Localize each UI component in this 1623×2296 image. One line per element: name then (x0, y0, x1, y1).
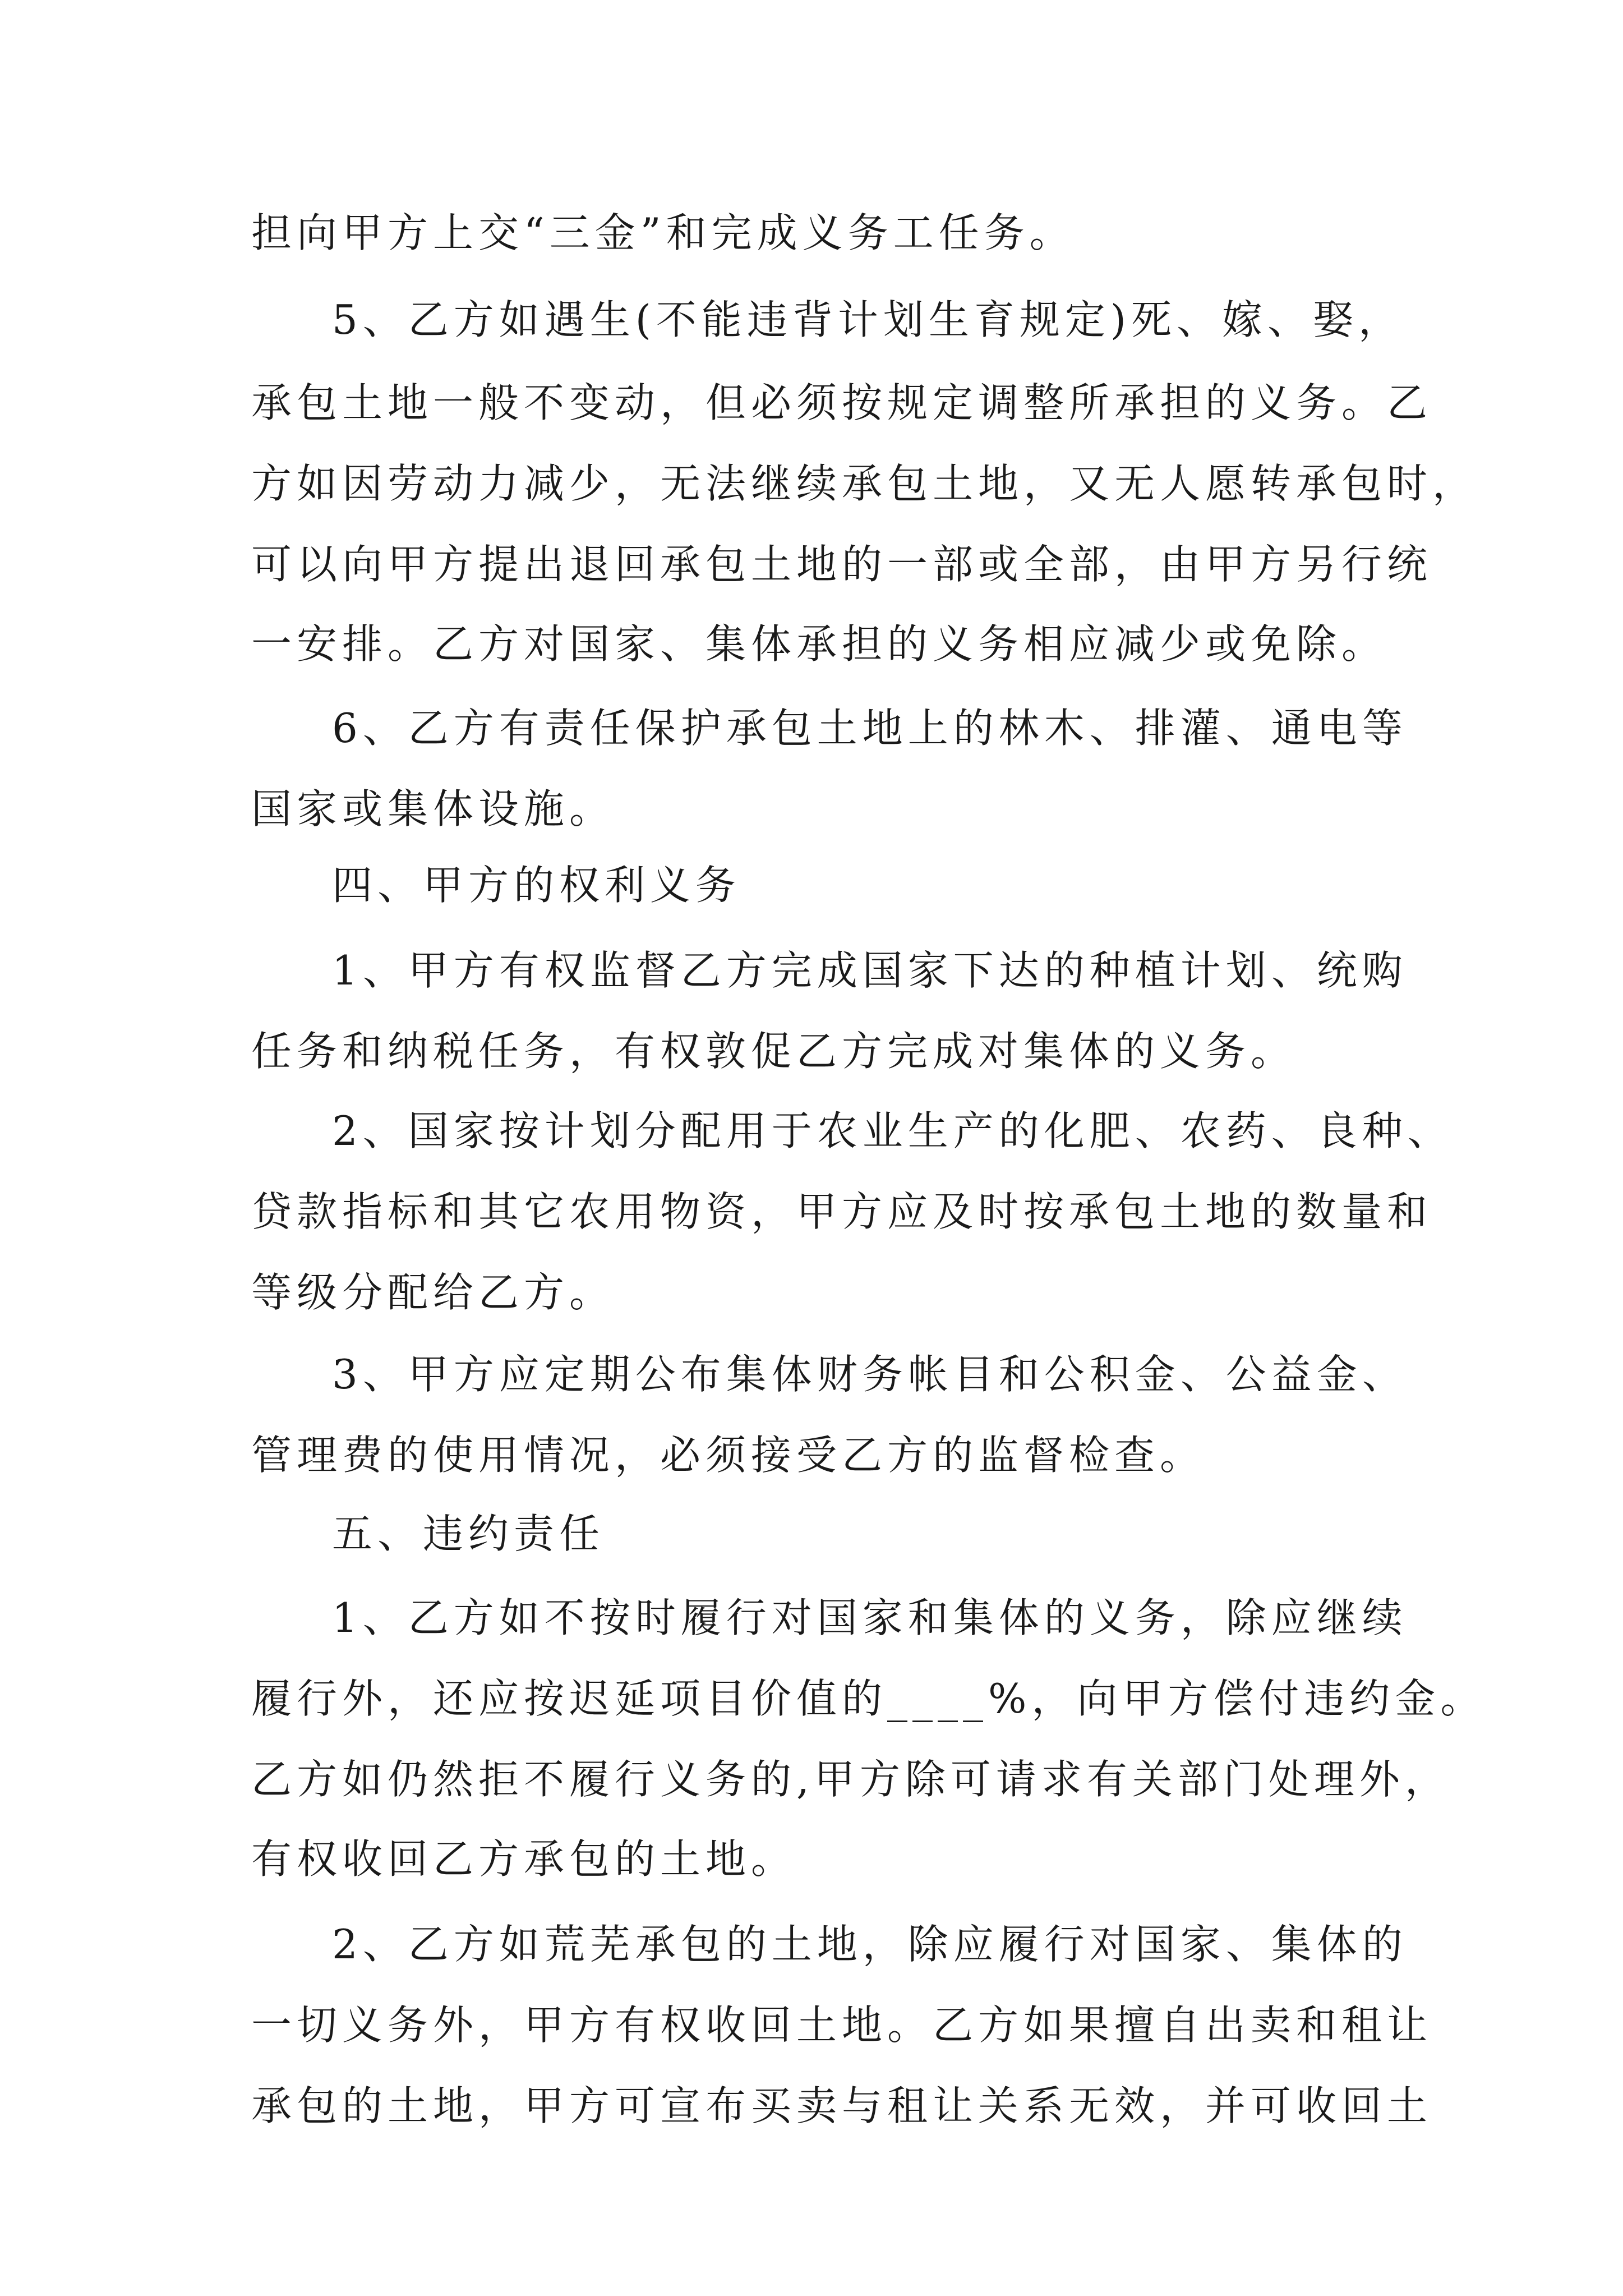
text-line: 管理费的使用情况，必须接受乙方的监督检查。 (251, 1432, 1206, 1479)
text-line: 5、乙方如遇生(不能违背计划生育规定)死、嫁、娶， (332, 296, 1404, 343)
text-line: 履行外，还应按迟延项目价值的____%，向甲方偿付违约金。 (251, 1675, 1486, 1722)
text-line: 1、甲方有权监督乙方完成国家下达的种植计划、统购 (332, 947, 1408, 994)
text-line: 承包的土地，甲方可宣布买卖与租让关系无效，并可收回土 (251, 2082, 1433, 2129)
section-heading: 四、甲方的权利义务 (332, 862, 741, 909)
text-line: 方如因劳动力减少，无法继续承包土地，又无人愿转承包时， (251, 460, 1478, 507)
text-line: 有权收回乙方承包的土地。 (251, 1835, 797, 1883)
section-heading: 五、违约责任 (332, 1510, 605, 1557)
text-line: 6、乙方有责任保护承包土地上的林木、排灌、通电等 (332, 705, 1408, 752)
text-line: 2、乙方如荒芜承包的土地，除应履行对国家、集体的 (332, 1921, 1408, 1968)
text-line: 乙方如仍然拒不履行义务的,甲方除可请求有关部门处理外， (251, 1756, 1450, 1803)
text-line: 一安排。乙方对国家、集体承担的义务相应减少或免除。 (251, 620, 1387, 668)
text-line: 一切义务外，甲方有权收回土地。乙方如果擅自出卖和租让 (251, 2001, 1433, 2049)
text-line: 任务和纳税任务，有权敦促乙方完成对集体的义务。 (251, 1028, 1297, 1075)
text-line: 3、甲方应定期公布集体财务帐目和公积金、公益金、 (332, 1351, 1408, 1398)
text-line: 等级分配给乙方。 (251, 1269, 615, 1316)
text-line: 1、乙方如不按时履行对国家和集体的义务，除应继续 (332, 1594, 1408, 1641)
text-line: 担向甲方上交“三金”和完成义务工任务。 (251, 209, 1075, 256)
text-line: 2、国家按计划分配用于农业生产的化肥、农药、良种、 (332, 1107, 1453, 1154)
text-line: 国家或集体设施。 (251, 785, 615, 832)
text-line: 承包土地一般不变动，但必须按规定调整所承担的义务。乙 (251, 379, 1433, 426)
text-line: 可以向甲方提出退回承包土地的一部或全部，由甲方另行统 (251, 541, 1433, 588)
text-line: 贷款指标和其它农用物资，甲方应及时按承包土地的数量和 (251, 1188, 1433, 1235)
